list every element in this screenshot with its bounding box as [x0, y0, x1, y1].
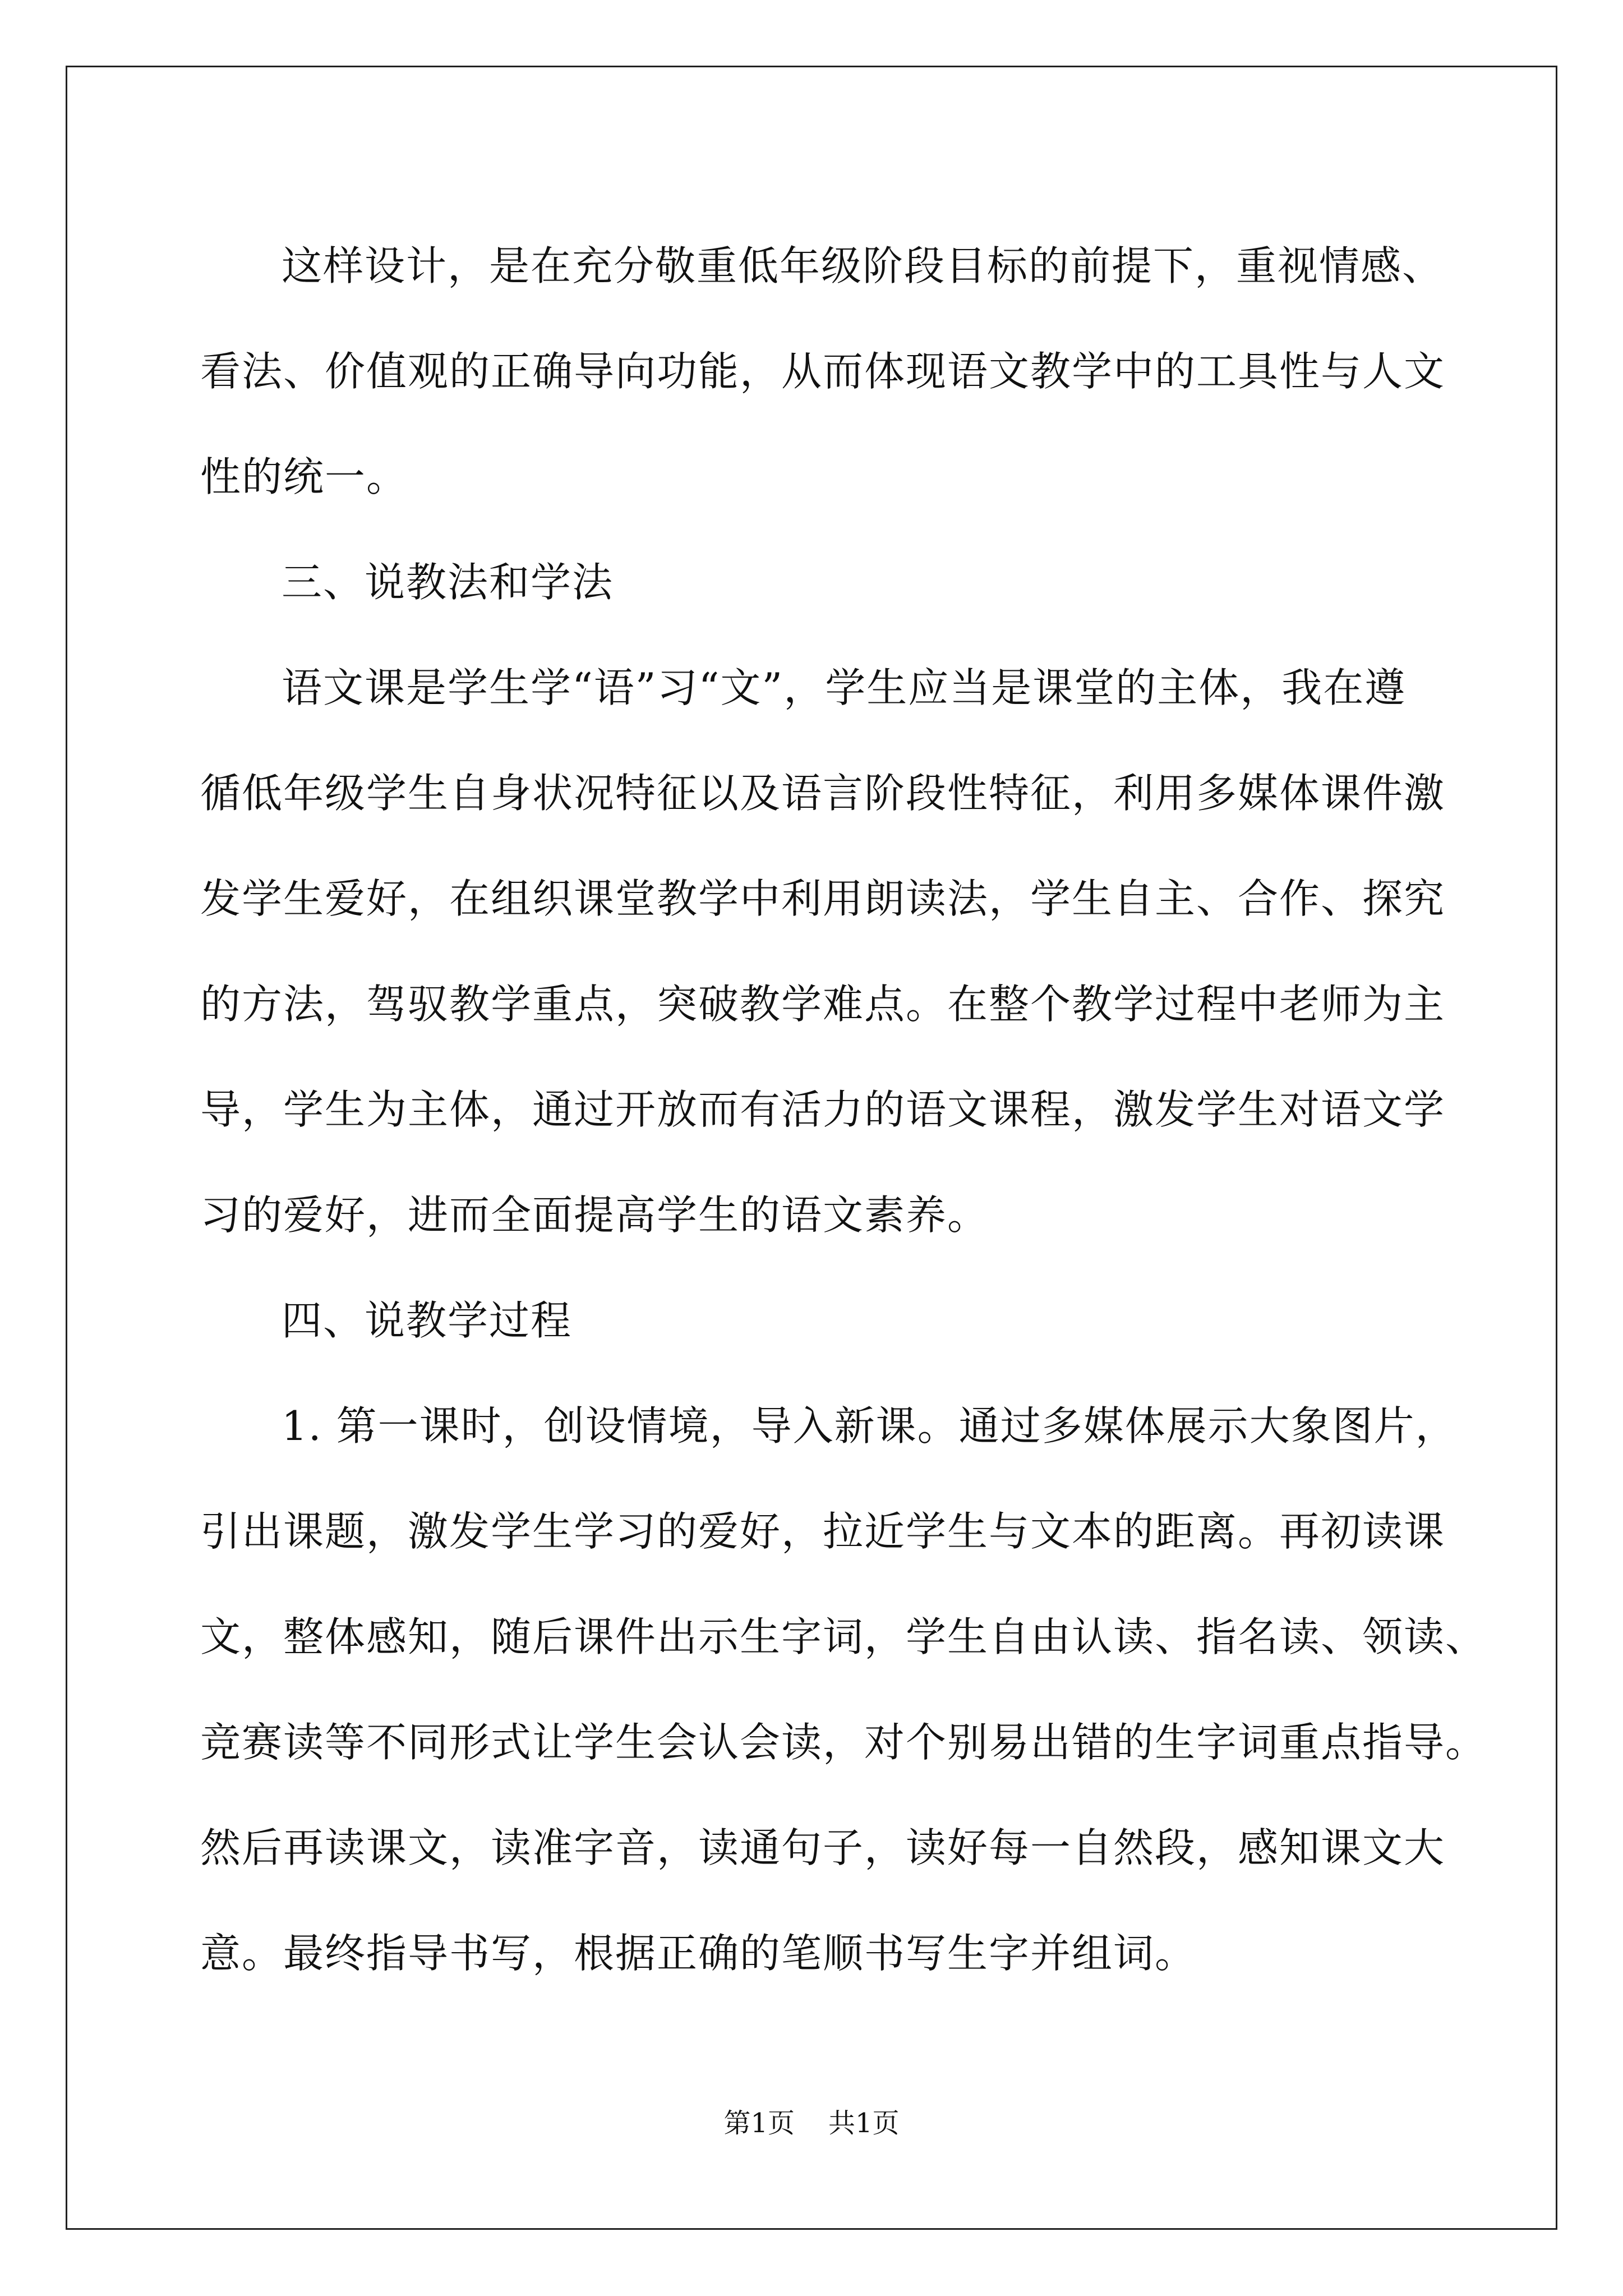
paragraph-line: 习的爱好，进而全面提高学生的语文素养。	[200, 1191, 989, 1239]
paragraph-line: 文，整体感知，随后课件出示生字词，学生自由认读、指名读、领读、	[200, 1613, 1487, 1660]
paragraph-line: 然后再读课文，读准字音，读通句子，读好每一自然段，感知课文大	[200, 1824, 1446, 1871]
paragraph	[200, 635, 1446, 1268]
paragraph-line: 发学生爱好，在组织课堂教学中利用朗读法，学生自主、合作、探究	[200, 875, 1446, 922]
paragraph	[200, 213, 1446, 530]
paragraph-line: 1. 第一课时，创设情境，导入新课。通过多媒体展示大象图片，	[282, 1402, 1457, 1450]
heading-text: 四、说教学过程	[282, 1297, 573, 1344]
paragraph-line: 竞赛读等不同形式让学生会认会读，对个别易出错的生字词重点指导。	[200, 1719, 1487, 1766]
section-heading	[200, 530, 1423, 635]
paragraph-line: 引出课题，激发学生学习的爱好，拉近学生与文本的距离。再初读课	[200, 1508, 1446, 1555]
paragraph-line: 性的统一。	[200, 453, 408, 500]
paragraph-line: 语文课是学生学“语”习“文”，学生应当是课堂的主体，我在遵	[282, 664, 1407, 711]
paragraph-line: 看法、价值观的正确导向功能，从而体现语文教学中的工具性与人文	[200, 348, 1446, 395]
page-number-total: 共1页	[828, 2108, 900, 2139]
page-number-current: 第1页	[723, 2108, 795, 2139]
paragraph	[200, 1373, 1487, 2006]
heading-text: 三、说教法和学法	[282, 559, 614, 606]
page-footer	[0, 2106, 1623, 2140]
paragraph-line: 导，学生为主体，通过开放而有活力的语文课程，激发学生对语文学	[200, 1086, 1446, 1133]
paragraph-line: 意。最终指导书写，根据正确的笔顺书写生字并组词。	[200, 1930, 1197, 1977]
paragraph-line: 这样设计，是在充分敬重低年级阶段目标的前提下，重视情感、	[282, 242, 1444, 289]
paragraph-line: 的方法，驾驭教学重点，突破教学难点。在整个教学过程中老师为主	[200, 981, 1446, 1028]
document-body	[200, 213, 1487, 2006]
section-heading	[200, 1268, 1423, 1373]
paragraph-line: 循低年级学生自身状况特征以及语言阶段性特征，利用多媒体课件激	[200, 770, 1446, 817]
